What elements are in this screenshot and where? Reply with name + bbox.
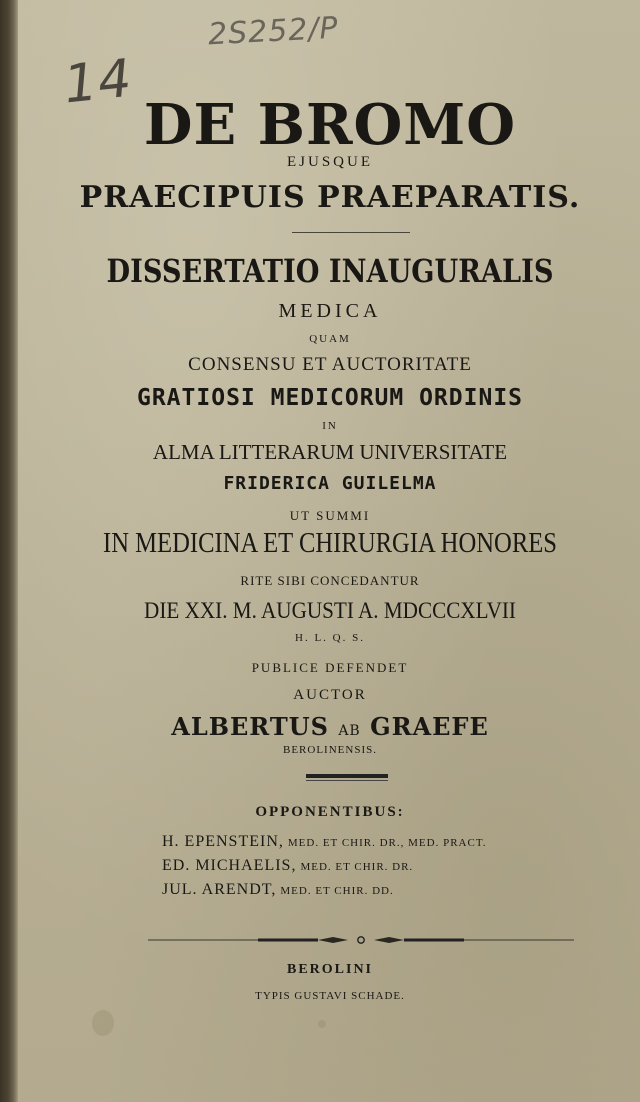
main-title: DE BROMO: [143, 92, 517, 158]
author-first-name: ALBERTUS: [171, 712, 329, 741]
paper-stain: [318, 1020, 326, 1028]
rite-line: RITE SIBI CONCEDANTUR: [240, 573, 420, 588]
publice-line: PUBLICE DEFENDET: [251, 660, 409, 675]
medica-line: MEDICA: [278, 300, 382, 322]
opponent-entry: [162, 857, 413, 875]
subtitle-ejusque: EJUSQUE: [286, 154, 373, 170]
honores-line: IN MEDICINA ET CHIRURGIA HONORES: [102, 528, 558, 559]
date-line: DIE XXI. M. AUGUSTI A. MDCCCXLVII: [144, 598, 516, 623]
author-origin: BEROLINENSIS.: [283, 744, 377, 756]
thick-divider: [306, 774, 388, 778]
handwritten-number: 14: [61, 48, 136, 116]
author-particle: AB: [338, 723, 361, 739]
consensu-line: CONSENSU ET AUCTORITATE: [188, 354, 472, 375]
opponent-title: MED. ET CHIR. DD.: [280, 885, 394, 897]
auctor-line: AUCTOR: [293, 687, 367, 703]
opponent-entry: [162, 833, 486, 851]
ornamental-rule: [148, 936, 574, 944]
imprint-printer: TYPIS GUSTAVI SCHADE.: [255, 990, 405, 1002]
handwritten-shelfmark: 2S252/P: [207, 10, 340, 53]
ut-summi-line: UT SUMMI: [289, 508, 371, 523]
author-name: [20, 712, 640, 741]
author-last-name: GRAEFE: [370, 712, 489, 741]
dissertatio-heading: DISSERTATIO INAUGURALIS: [106, 252, 554, 290]
imprint-city: BEROLINI: [286, 962, 374, 977]
quam-line: QUAM: [309, 333, 351, 345]
book-spine-edge: [0, 0, 18, 1102]
alma-line: ALMA LITTERARUM UNIVERSITATE: [152, 440, 508, 464]
opponents-header: OPPONENTIBUS:: [255, 804, 405, 820]
paper-stain: [92, 1010, 114, 1036]
opponent-title: MED. ET CHIR. DR.: [300, 861, 414, 873]
thin-divider: [306, 780, 388, 781]
opponent-title: MED. ET CHIR. DR., MED. PRACT.: [287, 837, 487, 849]
divider-rule: [292, 232, 410, 233]
subtitle-praecipuis: PRAECIPUIS PRAEPARATIS.: [79, 180, 581, 215]
university-name-line: FRIDERICA GUILELMA: [223, 473, 437, 494]
in-line: IN: [322, 420, 338, 432]
gratiosi-line: GRATIOSI MEDICORUM ORDINIS: [136, 385, 524, 411]
hlqs-line: H. L. Q. S.: [295, 632, 365, 644]
opponent-entry: [162, 881, 394, 899]
opponent-name: H. EPENSTEIN,: [162, 833, 284, 850]
opponent-name: ED. MICHAELIS,: [162, 857, 297, 874]
opponent-name: JUL. ARENDT,: [162, 881, 277, 898]
